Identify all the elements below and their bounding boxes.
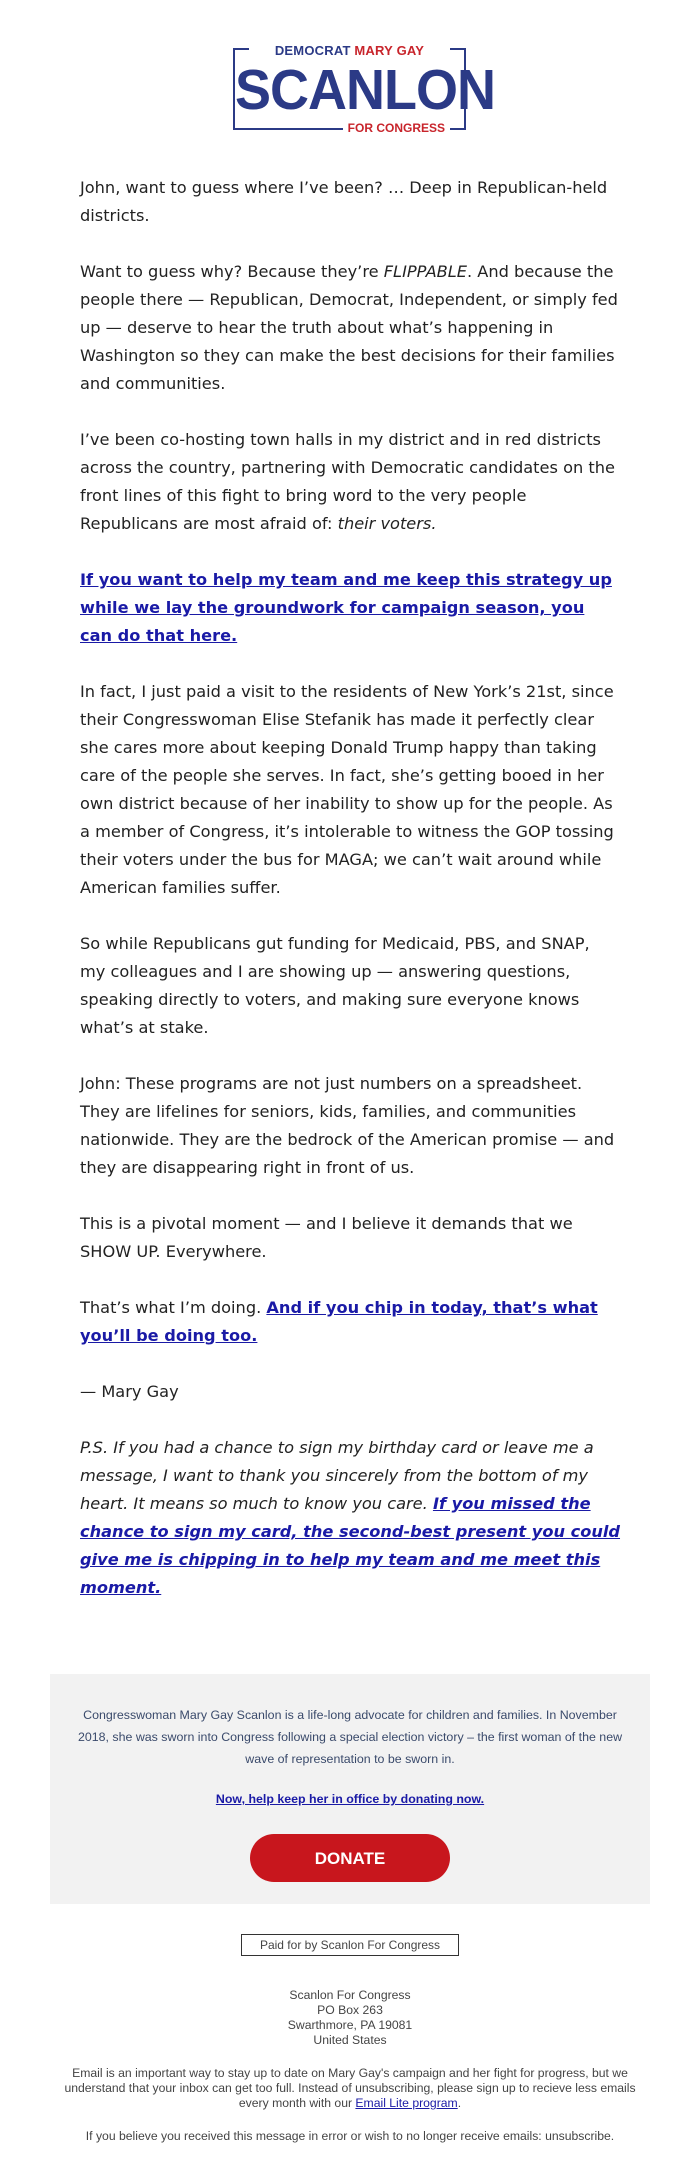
address-line: Swarthmore, PA 19081	[287, 2018, 413, 2032]
logo-name-text: MARY GAY	[354, 43, 425, 58]
footer-cta	[50, 1792, 650, 1806]
email-body	[80, 174, 620, 1630]
strategy-donate-link[interactable]: If you want to help my team and me keep this strategy up while we lay the groundwork for campaign season, you can do that here.	[80, 570, 612, 645]
signoff: — Mary Gay	[80, 1382, 179, 1401]
footer-about-text: Congresswoman Mary Gay Scanlon is a life-long advocate for children and families. In November 2018, she was sworn into Congress following a special election victory – the first woman of the new wave of representation to be sworn in.	[77, 1708, 623, 1766]
donate-button[interactable]: DONATE	[250, 1834, 450, 1882]
logo-for-congress: FOR CONGRESS	[343, 121, 450, 135]
emphasis-flippable: FLIPPABLE	[383, 262, 467, 281]
paragraph-5: So while Republicans gut funding for Medicaid, PBS, and SNAP, my colleagues and I are showing up — answering questions, speaking directly to voters, and making sure everyone knows what’s at stake.	[80, 934, 590, 1037]
birthday-card-donate-link[interactable]: If you missed the chance to sign my card, the second-best present you could give me is chipping in to help my team and me meet this moment.	[80, 1494, 621, 1597]
footer-donate-link[interactable]: Now, help keep her in office by donating now.	[215, 1792, 485, 1806]
paid-for-disclaimer: Paid for by Scanlon For Congress	[241, 1934, 459, 1956]
chip-in-link[interactable]: And if you chip in today, that’s what you’ll be doing too.	[80, 1298, 598, 1345]
campaign-logo[interactable]	[233, 43, 495, 135]
emphasis-their-voters: their voters.	[337, 514, 437, 533]
postscript: P.S. If you had a chance to sign my birthday card or leave me a message, I want to thank you sincerely from the bottom of my heart. It means so much to know you care. If you missed the chance to sign my card, the second-best present you could give me is chipping in to help my team and me meet this moment.	[80, 1438, 621, 1597]
paragraph-8: That’s what I’m doing. And if you chip in today, that’s what you’ll be doing too.	[80, 1298, 598, 1345]
address-line: Scanlon For Congress	[289, 1988, 411, 2002]
logo-top-line	[249, 44, 450, 58]
paragraph-4: In fact, I just paid a visit to the residents of New York’s 21st, since their Congresswoman Elise Stefanik has made it perfectly clear she cares more about keeping Donald Trump happy than taking care of the people she serves. In fact, she’s getting booed in her own district because of her inability to show up for the people. As a member of Congress, it’s intolerable to witness the GOP tossing their voters under the bus for MAGA; we can’t wait around while American families suffer.	[80, 682, 614, 897]
paragraph-6: John: These programs are not just numbers on a spreadsheet. They are lifelines for seniors, kids, families, and communities nationwide. They are the bedrock of the American promise — and they are disappearing right in front of us.	[80, 1074, 615, 1177]
footer-donate-box	[50, 1674, 650, 1904]
logo-democrat-text: DEMOCRAT	[274, 43, 351, 58]
address-line: United States	[313, 2033, 387, 2047]
paragraph-7: This is a pivotal moment — and I believe it demands that we SHOW UP. Everywhere.	[80, 1214, 573, 1261]
unsubscribe-notice[interactable]: If you believe you received this message in error or wish to no longer receive emails: unsubscribe.	[85, 2129, 615, 2143]
paragraph-1: John, want to guess where I’ve been? … Deep in Republican-held districts.	[80, 178, 608, 225]
paragraph-2: Want to guess why? Because they’re FLIPPABLE. And because the people there — Republican, Democrat, Independent, or simply fed up — deserve to hear the truth about what’s happening in Washington so they can make the best decisions for their families and communities.	[80, 262, 618, 393]
email-lite-notice: Email is an important way to stay up to date on Mary Gay's campaign and her fight for progress, but we understand that your inbox can get too full. Instead of unsubscribing, please sign up to recieve less emails every month with our Email Lite program.	[64, 2066, 636, 2110]
paragraph-3: I’ve been co-hosting town halls in my district and in red districts across the country, partnering with Democratic candidates on the front lines of this fight to bring word to the very people Republicans are most afraid of: their voters.	[80, 430, 615, 533]
email-lite-link[interactable]: Email Lite program	[355, 2096, 458, 2110]
logo-surname: SCANLON	[235, 58, 495, 122]
mailing-address	[0, 1988, 700, 2048]
address-line: PO Box 263	[317, 2003, 383, 2017]
paragraph-link-1	[80, 566, 620, 650]
